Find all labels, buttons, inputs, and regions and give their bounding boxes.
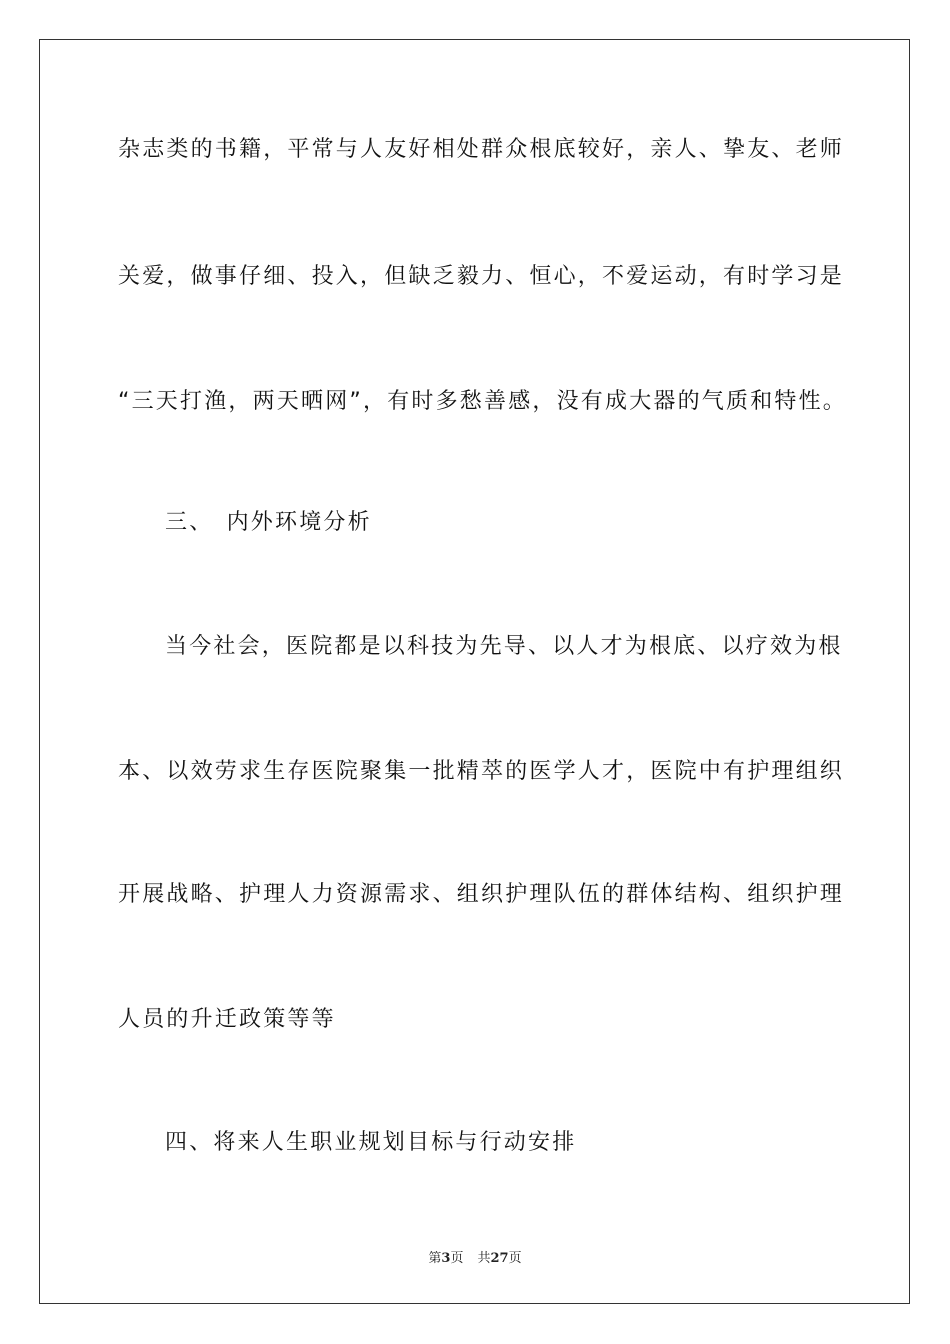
body-text-line: 人员的升迁政策等等 xyxy=(118,1007,336,1032)
body-text-line: 杂志类的书籍，平常与人友好相处群众根底较好，亲人、挚友、老师 xyxy=(118,137,845,162)
total-pages: 27 xyxy=(490,1251,509,1266)
section-heading-4: 四、将来人生职业规划目标与行动安排 xyxy=(165,1130,577,1155)
body-text-line: 关爱，做事仔细、投入，但缺乏毅力、恒心，不爱运动，有时学习是 xyxy=(118,264,845,289)
total-suffix: 页 xyxy=(508,1251,522,1266)
total-prefix: 共 xyxy=(477,1251,491,1266)
page-number: 3 xyxy=(441,1251,451,1266)
body-text-line: “三天打渔，两天晒网”，有时多愁善感，没有成大器的气质和特性。 xyxy=(118,389,847,414)
page-border xyxy=(39,39,910,1304)
body-text-line: 本、以效劳求生存医院聚集一批精萃的医学人才，医院中有护理组织 xyxy=(118,759,845,784)
section-heading-3: 三、 内外环境分析 xyxy=(165,510,372,535)
page-footer xyxy=(0,1247,950,1266)
paragraph-first-line: 当今社会，医院都是以科技为先导、以人才为根底、以疗效为根 xyxy=(165,634,843,659)
body-text-line: 开展战略、护理人力资源需求、组织护理队伍的群体结构、组织护理 xyxy=(118,882,845,907)
page-suffix: 页 xyxy=(450,1251,464,1266)
page-prefix: 第 xyxy=(428,1251,442,1266)
